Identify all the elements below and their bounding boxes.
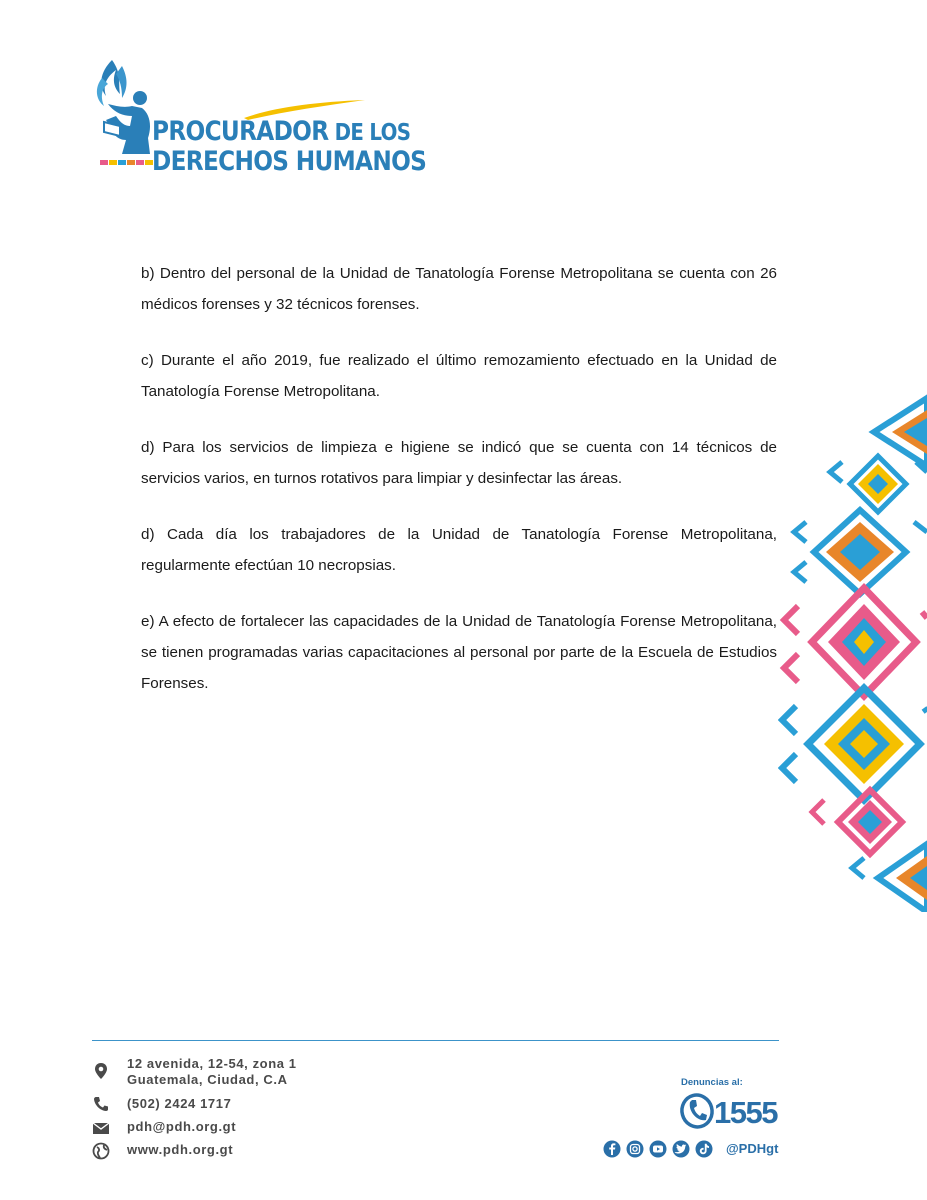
tiktok-icon[interactable] <box>696 1141 713 1158</box>
youtube-icon[interactable] <box>650 1141 667 1158</box>
address-line2: Guatemala, Ciudad, C.A <box>127 1072 288 1087</box>
social-icons-row <box>603 1140 721 1158</box>
pattern-motif-bottom <box>852 844 927 912</box>
instagram-icon[interactable] <box>627 1141 644 1158</box>
paragraph-d-cleaning: d) Para los servicios de limpieza e higiene se indicó que se cuenta con 14 técnicos de servicios varios, en turnos rotativos para limpiar y desinfectar las áreas. <box>141 439 777 487</box>
denuncias-label: Denuncias al: <box>681 1077 743 1088</box>
paragraph-e: e) A efecto de fortalecer las capacidades de la Unidad de Tanatología Forense Metropolitana, se tienen programadas varias capacitaciones al personal por parte de la Escuela de Estudios Forenses. <box>141 613 777 692</box>
phone-icon <box>92 1095 110 1113</box>
email-address[interactable]: pdh@pdh.org.gt <box>127 1119 237 1134</box>
denuncias-number-text: 1555 <box>714 1095 777 1130</box>
mail-icon <box>92 1119 110 1137</box>
paragraph-d-necropsias: d) Cada día los trabajadores de la Unidad de Tanatología Forense Metropolitana, regularmente efectúan 10 necropsias. <box>141 526 777 574</box>
globe-icon <box>92 1142 110 1160</box>
woven-pattern-decoration <box>778 392 927 912</box>
logo-line2: DERECHOS HUMANOS <box>152 146 427 177</box>
handset-icon <box>678 1092 715 1130</box>
pattern-motif-5 <box>782 688 927 800</box>
pattern-motif-3 <box>794 510 927 594</box>
logo-line1: PROCURADOR DE LOS <box>152 116 411 147</box>
paragraph-c: c) Durante el año 2019, fue realizado el último remozamiento efectuado en la Unidad de Tanatología Forense Metropolitana. <box>141 352 777 400</box>
pattern-motif-6 <box>812 790 902 854</box>
website-url[interactable]: www.pdh.org.gt <box>127 1142 234 1157</box>
social-handle[interactable]: @PDHgt <box>726 1141 779 1156</box>
twitter-icon[interactable] <box>673 1141 690 1158</box>
pattern-motif-4 <box>784 588 927 696</box>
letter-body <box>141 258 777 724</box>
pattern-motif-top <box>874 398 927 466</box>
paragraph-b: b) Dentro del personal de la Unidad de Tanatología Forense Metropolitana se cuenta con 26 médicos forenses y 32 técnicos forenses. <box>141 265 777 313</box>
location-pin-icon <box>92 1062 110 1080</box>
denuncias-number <box>678 1090 782 1130</box>
pdh-logo <box>92 56 427 177</box>
phone-number: (502) 2424 1717 <box>127 1096 232 1111</box>
address-line1: 12 avenida, 12-54, zona 1 <box>127 1056 297 1071</box>
pattern-motif-2 <box>830 456 927 512</box>
facebook-icon[interactable] <box>604 1141 621 1158</box>
footer-divider <box>92 1040 779 1041</box>
